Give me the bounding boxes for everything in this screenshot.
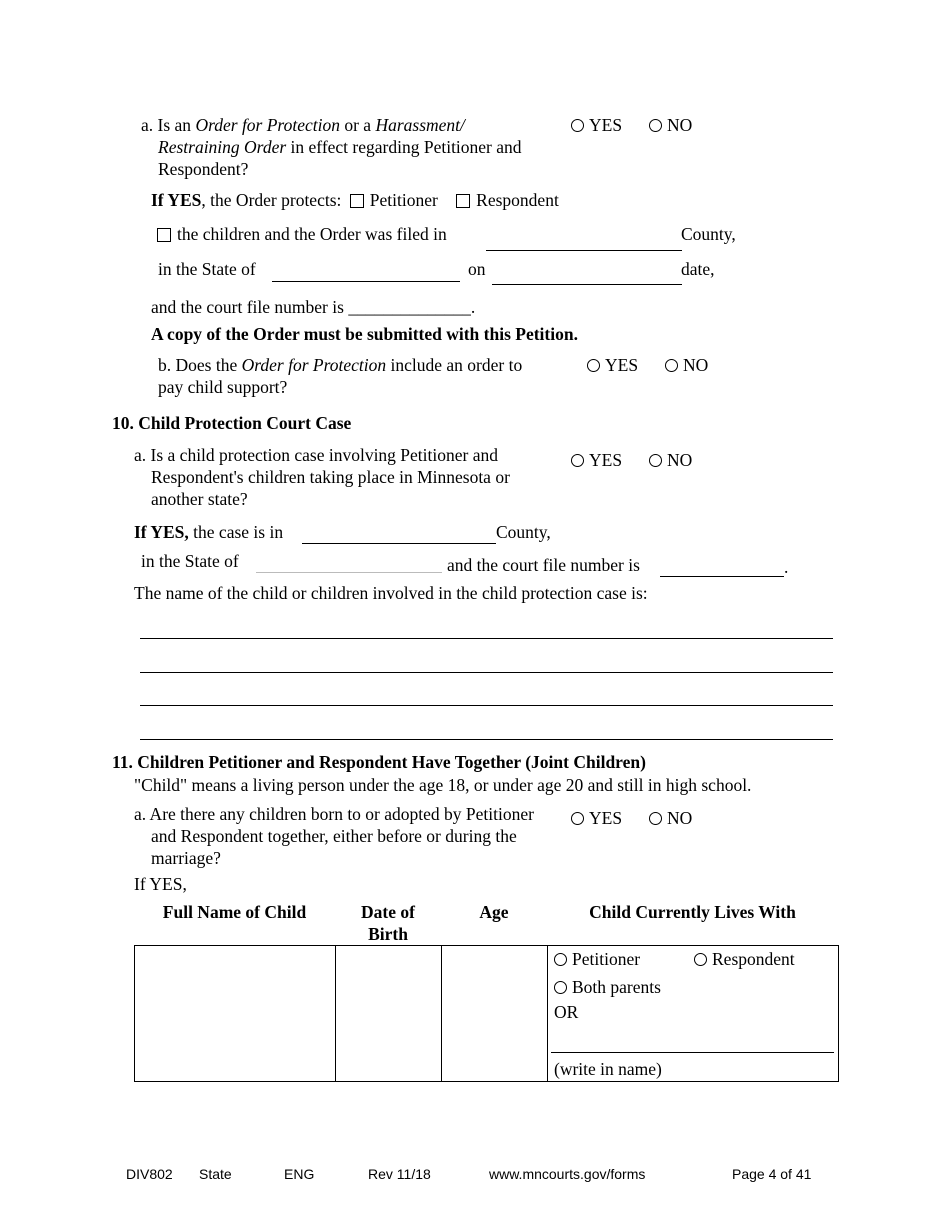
q9b-no-radio[interactable] bbox=[665, 359, 678, 372]
case-county-field[interactable] bbox=[302, 543, 496, 544]
footer-revision: Rev 11/18 bbox=[368, 1166, 431, 1182]
child-name-line-4[interactable] bbox=[140, 739, 833, 740]
child-dob-cell[interactable] bbox=[337, 947, 440, 1080]
lives-with-petitioner-option[interactable]: Petitioner bbox=[554, 948, 640, 970]
protects-respondent-checkbox[interactable] bbox=[456, 194, 470, 208]
county-label: County, bbox=[681, 224, 736, 244]
write-in-name-field[interactable] bbox=[551, 1052, 834, 1053]
q10a-no-option[interactable]: NO bbox=[649, 449, 692, 471]
child-name-line-2[interactable] bbox=[140, 672, 833, 673]
case-county-label: County, bbox=[496, 522, 551, 542]
q9b-yes-radio[interactable] bbox=[587, 359, 600, 372]
footer-state: State bbox=[199, 1166, 232, 1182]
footer-form-id: DIV802 bbox=[126, 1166, 173, 1182]
q10-children-names-label: The name of the child or children involved in the child protection case is: bbox=[134, 583, 648, 603]
table-col-divider-2 bbox=[441, 945, 442, 1082]
q10a-yes-radio[interactable] bbox=[571, 454, 584, 467]
case-court-file-label: and the court file number is bbox=[447, 555, 640, 575]
on-label: on bbox=[468, 259, 486, 279]
lives-with-respondent-option[interactable]: Respondent bbox=[694, 948, 795, 970]
q11a-yes-option[interactable]: YES bbox=[571, 807, 622, 829]
q11a-yes-radio[interactable] bbox=[571, 812, 584, 825]
table-bottom-border bbox=[134, 1081, 839, 1082]
footer-language: ENG bbox=[284, 1166, 315, 1182]
q9-court-file-row: and the court file number is ______________. bbox=[151, 297, 476, 317]
or-label: OR bbox=[554, 1002, 579, 1022]
q11a-no-radio[interactable] bbox=[649, 812, 662, 825]
col-header-dob: Date of Birth bbox=[361, 902, 415, 944]
date-label: date, bbox=[681, 259, 715, 279]
q11-heading: 11. Children Petitioner and Respondent Have Together (Joint Children) bbox=[112, 752, 646, 772]
case-court-file-period: . bbox=[784, 557, 789, 577]
table-col-divider-3 bbox=[547, 945, 548, 1082]
q9-order-protects-row: If YES, the Order protects: Petitioner Respondent bbox=[151, 190, 559, 210]
table-col-divider-1 bbox=[335, 945, 336, 1082]
q9a-question-line2: Restraining Order in effect regarding Petitioner and bbox=[158, 137, 522, 157]
q9a-question-line3: Respondent? bbox=[158, 159, 249, 179]
child-name-cell[interactable] bbox=[136, 947, 334, 1080]
table-right-border bbox=[838, 945, 839, 1082]
q11a-question-line2: and Respondent together, either before or during the bbox=[151, 826, 517, 846]
protects-petitioner-checkbox[interactable] bbox=[350, 194, 364, 208]
q9b-question-line2: pay child support? bbox=[158, 377, 288, 397]
lives-with-petitioner-radio[interactable] bbox=[554, 953, 567, 966]
lives-with-both-radio[interactable] bbox=[554, 981, 567, 994]
copy-notice: A copy of the Order must be submitted with this Petition. bbox=[151, 324, 578, 344]
footer-url-link[interactable]: www.mncourts.gov/forms bbox=[489, 1166, 646, 1182]
q9a-no-radio[interactable] bbox=[649, 119, 662, 132]
footer-page-number: Page 4 of 41 bbox=[732, 1166, 812, 1182]
q9a-yes-option[interactable]: YES bbox=[571, 114, 622, 136]
table-top-border bbox=[134, 945, 839, 946]
q10-heading: 10. Child Protection Court Case bbox=[112, 413, 352, 433]
q10-case-county-row: If YES, the case is in bbox=[134, 522, 284, 542]
lives-with-both-option[interactable]: Both parents bbox=[554, 976, 661, 998]
order-county-field[interactable] bbox=[486, 250, 682, 251]
q9a-question-line1: a. Is an Order for Protection or a Harassment/ bbox=[141, 115, 465, 135]
child-age-cell[interactable] bbox=[443, 947, 546, 1080]
q9a-no-option[interactable]: NO bbox=[649, 114, 692, 136]
state-label: in the State of bbox=[158, 259, 256, 279]
order-state-field[interactable] bbox=[272, 281, 460, 282]
q9b-yes-option[interactable]: YES bbox=[587, 354, 638, 376]
case-state-field[interactable] bbox=[256, 572, 442, 573]
protects-children-checkbox[interactable] bbox=[157, 228, 171, 242]
q9b-no-option[interactable]: NO bbox=[665, 354, 708, 376]
q11a-question-line1: a. Are there any children born to or adopted by Petitioner bbox=[134, 804, 534, 824]
case-state-label: in the State of bbox=[141, 551, 239, 571]
q9b-question-line1: b. Does the Order for Protection include an order to bbox=[158, 355, 523, 375]
order-date-field[interactable] bbox=[492, 284, 682, 285]
q10a-no-radio[interactable] bbox=[649, 454, 662, 467]
col-header-lives-with: Child Currently Lives With bbox=[589, 902, 796, 922]
table-left-border bbox=[134, 945, 135, 1082]
lives-with-respondent-radio[interactable] bbox=[694, 953, 707, 966]
col-header-age: Age bbox=[479, 902, 509, 922]
q9-children-row: the children and the Order was filed in bbox=[157, 223, 447, 245]
q10a-question-line1: a. Is a child protection case involving Petitioner and bbox=[134, 445, 498, 465]
q10a-yes-option[interactable]: YES bbox=[571, 449, 622, 471]
q11a-no-option[interactable]: NO bbox=[649, 807, 692, 829]
order-court-file-field[interactable]: ______________. bbox=[348, 297, 476, 317]
q10a-question-line3: another state? bbox=[151, 489, 248, 509]
child-definition: "Child" means a living person under the age 18, or under age 20 and still in high school. bbox=[134, 775, 752, 795]
write-in-name-label: (write in name) bbox=[554, 1059, 662, 1079]
child-name-line-3[interactable] bbox=[140, 705, 833, 706]
q11-if-yes-label: If YES, bbox=[134, 874, 187, 894]
q9a-yes-radio[interactable] bbox=[571, 119, 584, 132]
q11a-question-line3: marriage? bbox=[151, 848, 221, 868]
q10a-question-line2: Respondent's children taking place in Minnesota or bbox=[151, 467, 510, 487]
col-header-name: Full Name of Child bbox=[162, 902, 307, 922]
case-court-file-field[interactable] bbox=[660, 576, 784, 577]
child-name-line-1[interactable] bbox=[140, 638, 833, 639]
